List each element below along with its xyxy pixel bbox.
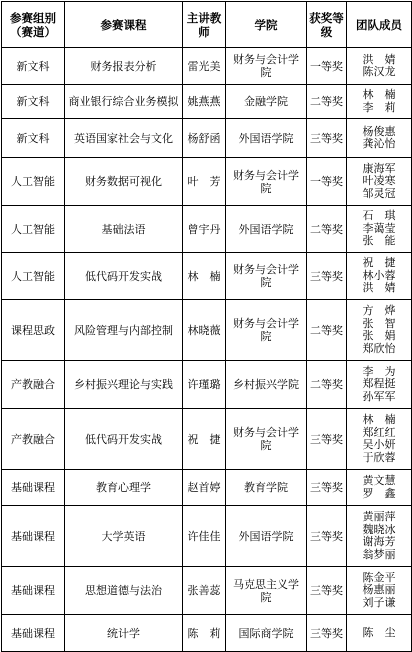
- course-cell: 风险管理与内部控制: [65, 300, 183, 361]
- award-cell: 二等奖: [307, 300, 347, 361]
- member-name: 罗 鑫: [362, 486, 396, 500]
- track-cell: 产教融合: [2, 409, 65, 470]
- award-cell: 三等奖: [307, 119, 347, 158]
- member-name: 李 为: [362, 364, 396, 378]
- members-cell: [347, 85, 412, 119]
- member-name: 叶凌寒: [362, 174, 396, 188]
- members-cell: [347, 206, 412, 253]
- member-name: 林 楠: [362, 413, 396, 426]
- awards-table: [1, 1, 412, 652]
- track-cell: 人工智能: [2, 253, 65, 300]
- member-name: 张 智: [362, 316, 396, 330]
- member-name: 林小蓉: [362, 268, 396, 282]
- table-row: [2, 158, 412, 206]
- member-name: 张 娟: [362, 329, 396, 342]
- header-track: 参赛组别（赛道）: [2, 2, 65, 48]
- teacher-cell: 林 楠: [183, 253, 226, 300]
- members-cell: [347, 300, 412, 361]
- college-cell: 财务与会计学院: [226, 48, 307, 85]
- table-row: [2, 48, 412, 85]
- teacher-cell: 陈 莉: [183, 615, 226, 652]
- table-row: [2, 361, 412, 409]
- members-cell: [347, 119, 412, 158]
- course-cell: 财务报表分析: [65, 48, 183, 85]
- member-name: 刘子谦: [362, 595, 396, 609]
- award-cell: 三等奖: [307, 567, 347, 615]
- members-cell: [347, 158, 412, 206]
- members-cell: [347, 361, 412, 409]
- college-cell: 外国语学院: [226, 506, 307, 567]
- course-cell: 英语国家社会与文化: [65, 119, 183, 158]
- member-name: 杨俊惠: [362, 124, 396, 138]
- table-row: [2, 615, 412, 652]
- college-cell: 乡村振兴学院: [226, 361, 307, 409]
- teacher-cell: 杨舒函: [183, 119, 226, 158]
- header-row: [2, 2, 412, 48]
- track-cell: 基础课程: [2, 567, 65, 615]
- course-cell: 基础法语: [65, 206, 183, 253]
- table-row: [2, 206, 412, 253]
- college-cell: 外国语学院: [226, 119, 307, 158]
- member-name: 孙军军: [362, 389, 396, 403]
- member-name: 李 莉: [362, 100, 396, 114]
- college-cell: 财务与会计学院: [226, 253, 307, 300]
- course-cell: 乡村振兴理论与实践: [65, 361, 183, 409]
- track-cell: 课程思政: [2, 300, 65, 361]
- teacher-cell: 曾宇丹: [183, 206, 226, 253]
- member-name: 李蔼莹: [362, 221, 396, 235]
- college-cell: 财务与会计学院: [226, 300, 307, 361]
- college-cell: 马克思主义学院: [226, 567, 307, 615]
- track-cell: 人工智能: [2, 206, 65, 253]
- track-cell: 新文科: [2, 48, 65, 85]
- teacher-cell: 雷光美: [183, 48, 226, 85]
- member-name: 陈 尘: [362, 625, 396, 639]
- award-cell: 一等奖: [307, 48, 347, 85]
- track-cell: 基础课程: [2, 615, 65, 652]
- member-name: 翁梦丽: [362, 547, 396, 561]
- teacher-cell: 林晓薇: [183, 300, 226, 361]
- track-cell: 产教融合: [2, 361, 65, 409]
- college-cell: 金融学院: [226, 85, 307, 119]
- teacher-cell: 祝 捷: [183, 409, 226, 470]
- award-cell: 三等奖: [307, 253, 347, 300]
- members-cell: [347, 253, 412, 300]
- member-name: 邹灵冠: [362, 186, 396, 200]
- members-cell: [347, 409, 412, 470]
- member-name: 陈金平: [362, 570, 396, 584]
- award-cell: 二等奖: [307, 206, 347, 253]
- member-name: 方 烨: [362, 304, 396, 317]
- member-name: 郑红红: [362, 425, 396, 439]
- table-row: [2, 567, 412, 615]
- header-award: 获奖等级: [307, 2, 347, 48]
- table-body: [2, 48, 412, 652]
- member-name: 黄文慧: [362, 474, 396, 487]
- teacher-cell: 许佳佳: [183, 506, 226, 567]
- course-cell: 教育心理学: [65, 470, 183, 506]
- member-name: 龚沁怡: [362, 137, 396, 150]
- member-name: 陈汉龙: [362, 65, 396, 78]
- award-cell: 三等奖: [307, 615, 347, 652]
- table-row: [2, 409, 412, 470]
- table-row: [2, 300, 412, 361]
- course-cell: 思想道德与法治: [65, 567, 183, 615]
- college-cell: 外国语学院: [226, 206, 307, 253]
- header-teacher: 主讲教师: [183, 2, 226, 48]
- member-name: 石 琪: [362, 209, 396, 223]
- course-cell: 低代码开发实战: [65, 409, 183, 470]
- college-cell: 财务与会计学院: [226, 158, 307, 206]
- member-name: 张 能: [362, 234, 396, 248]
- member-name: 谢海芳: [362, 535, 396, 548]
- member-name: 洪 婧: [362, 281, 396, 295]
- header-members: 团队成员: [347, 2, 412, 48]
- course-cell: 大学英语: [65, 506, 183, 567]
- members-cell: [347, 615, 412, 652]
- members-cell: [347, 567, 412, 615]
- award-cell: 三等奖: [307, 409, 347, 470]
- member-name: 郑欣怡: [362, 341, 396, 355]
- members-cell: [347, 470, 412, 506]
- member-name: 祝 捷: [362, 256, 396, 270]
- award-cell: 三等奖: [307, 506, 347, 567]
- teacher-cell: 姚燕燕: [183, 85, 226, 119]
- table-row: [2, 506, 412, 567]
- member-name: 杨惠丽: [362, 583, 396, 597]
- course-cell: 财务数据可视化: [65, 158, 183, 206]
- members-cell: [347, 506, 412, 567]
- course-cell: 商业银行综合业务模拟: [65, 85, 183, 119]
- college-cell: 财务与会计学院: [226, 409, 307, 470]
- member-name: 林 楠: [362, 88, 396, 101]
- track-cell: 基础课程: [2, 506, 65, 567]
- course-cell: 统计学: [65, 615, 183, 652]
- member-name: 魏晓冰: [362, 522, 396, 536]
- award-cell: 二等奖: [307, 361, 347, 409]
- award-cell: 一等奖: [307, 158, 347, 206]
- teacher-cell: 叶 芳: [183, 158, 226, 206]
- table-row: [2, 253, 412, 300]
- college-cell: 教育学院: [226, 470, 307, 506]
- header-college: 学院: [226, 2, 307, 48]
- member-name: 康海军: [362, 161, 396, 175]
- track-cell: 新文科: [2, 119, 65, 158]
- member-name: 洪 婧: [362, 52, 396, 66]
- track-cell: 新文科: [2, 85, 65, 119]
- header-course: 参赛课程: [65, 2, 183, 48]
- table-row: [2, 119, 412, 158]
- teacher-cell: 赵首婷: [183, 470, 226, 506]
- member-name: 郑程挺: [362, 377, 396, 391]
- member-name: 于欣蓉: [362, 450, 396, 464]
- award-cell: 三等奖: [307, 470, 347, 506]
- members-cell: [347, 48, 412, 85]
- table-row: [2, 470, 412, 506]
- award-cell: 二等奖: [307, 85, 347, 119]
- teacher-cell: 张善蕊: [183, 567, 226, 615]
- table-row: [2, 85, 412, 119]
- college-cell: 国际商学院: [226, 615, 307, 652]
- course-cell: 低代码开发实战: [65, 253, 183, 300]
- member-name: 黄丽萍: [362, 510, 396, 523]
- member-name: 吴小妍: [362, 438, 396, 451]
- track-cell: 基础课程: [2, 470, 65, 506]
- track-cell: 人工智能: [2, 158, 65, 206]
- teacher-cell: 许瑾璐: [183, 361, 226, 409]
